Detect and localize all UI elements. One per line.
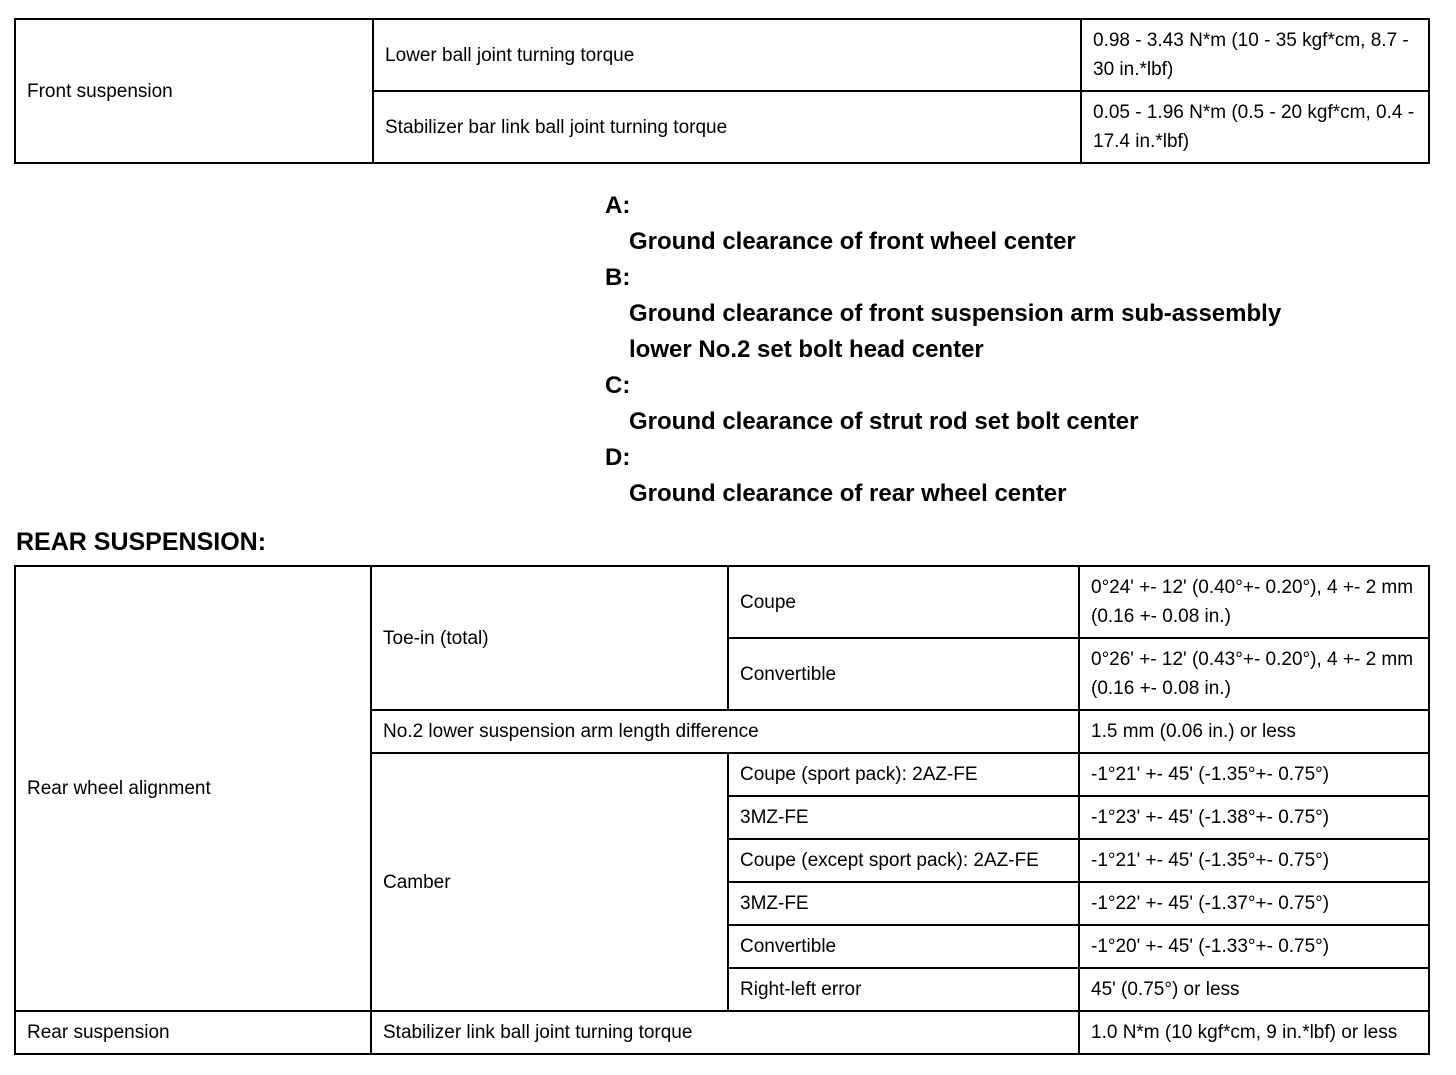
definition-key-b: B: [605,264,631,291]
spec-label-cell: Lower ball joint turning torque [373,19,1081,91]
variant-cell: Right-left error [728,968,1079,1011]
spec-value-cell: 0.05 - 1.96 N*m (0.5 - 20 kgf*cm, 0.4 - 17.4 in.*lbf) [1081,91,1429,163]
spec-value-cell: -1°21' +- 45' (-1.35°+- 0.75°) [1079,753,1429,796]
spec-value-cell: 0°26' +- 12' (0.43°+- 0.20°), 4 +- 2 mm (0.16 +- 0.08 in.) [1079,638,1429,710]
spec-value-cell: -1°22' +- 45' (-1.37°+- 0.75°) [1079,882,1429,925]
table-row [15,1011,1429,1054]
variant-cell: 3MZ-FE [728,796,1079,839]
definition-key-d: D: [605,444,631,471]
clearance-definitions [605,188,1305,512]
spec-value-cell: 45' (0.75°) or less [1079,968,1429,1011]
variant-cell: Coupe (sport pack): 2AZ-FE [728,753,1079,796]
definition-key-c: C: [605,372,631,399]
spec-value-cell: 0°24' +- 12' (0.40°+- 0.20°), 4 +- 2 mm (0.16 +- 0.08 in.) [1079,566,1429,638]
table-row [15,566,1429,638]
toe-in-label-cell: Toe-in (total) [371,566,728,710]
definition-text-a: Ground clearance of front wheel center [629,228,1076,255]
variant-cell: Coupe [728,566,1079,638]
rear-suspension-group-cell: Rear suspension [15,1011,371,1054]
spec-value-cell: -1°20' +- 45' (-1.33°+- 0.75°) [1079,925,1429,968]
spec-label-cell: No.2 lower suspension arm length difference [371,710,1079,753]
variant-cell: Coupe (except sport pack): 2AZ-FE [728,839,1079,882]
spec-value-cell: 0.98 - 3.43 N*m (10 - 35 kgf*cm, 8.7 - 30 in.*lbf) [1081,19,1429,91]
rear-suspension-heading: REAR SUSPENSION: [16,528,267,556]
spec-value-cell: -1°21' +- 45' (-1.35°+- 0.75°) [1079,839,1429,882]
variant-cell: 3MZ-FE [728,882,1079,925]
spec-value-cell: 1.0 N*m (10 kgf*cm, 9 in.*lbf) or less [1079,1011,1429,1054]
table-row [15,19,1429,91]
front-suspension-table [14,18,1430,164]
rear-suspension-table [14,565,1430,1055]
camber-label-cell: Camber [371,753,728,1011]
definition-text-d: Ground clearance of rear wheel center [629,480,1067,507]
spec-value-cell: 1.5 mm (0.06 in.) or less [1079,710,1429,753]
spec-label-cell: Stabilizer bar link ball joint turning torque [373,91,1081,163]
definition-text-c: Ground clearance of strut rod set bolt center [629,408,1139,435]
spec-value-cell: -1°23' +- 45' (-1.38°+- 0.75°) [1079,796,1429,839]
definition-text-b: Ground clearance of front suspension arm sub-assembly lower No.2 set bolt head center [629,300,1282,363]
spec-label-cell: Stabilizer link ball joint turning torque [371,1011,1079,1054]
rear-wheel-alignment-group-cell: Rear wheel alignment [15,566,371,1011]
variant-cell: Convertible [728,638,1079,710]
variant-cell: Convertible [728,925,1079,968]
front-suspension-group-cell: Front suspension [15,19,373,163]
definition-key-a: A: [605,192,631,219]
